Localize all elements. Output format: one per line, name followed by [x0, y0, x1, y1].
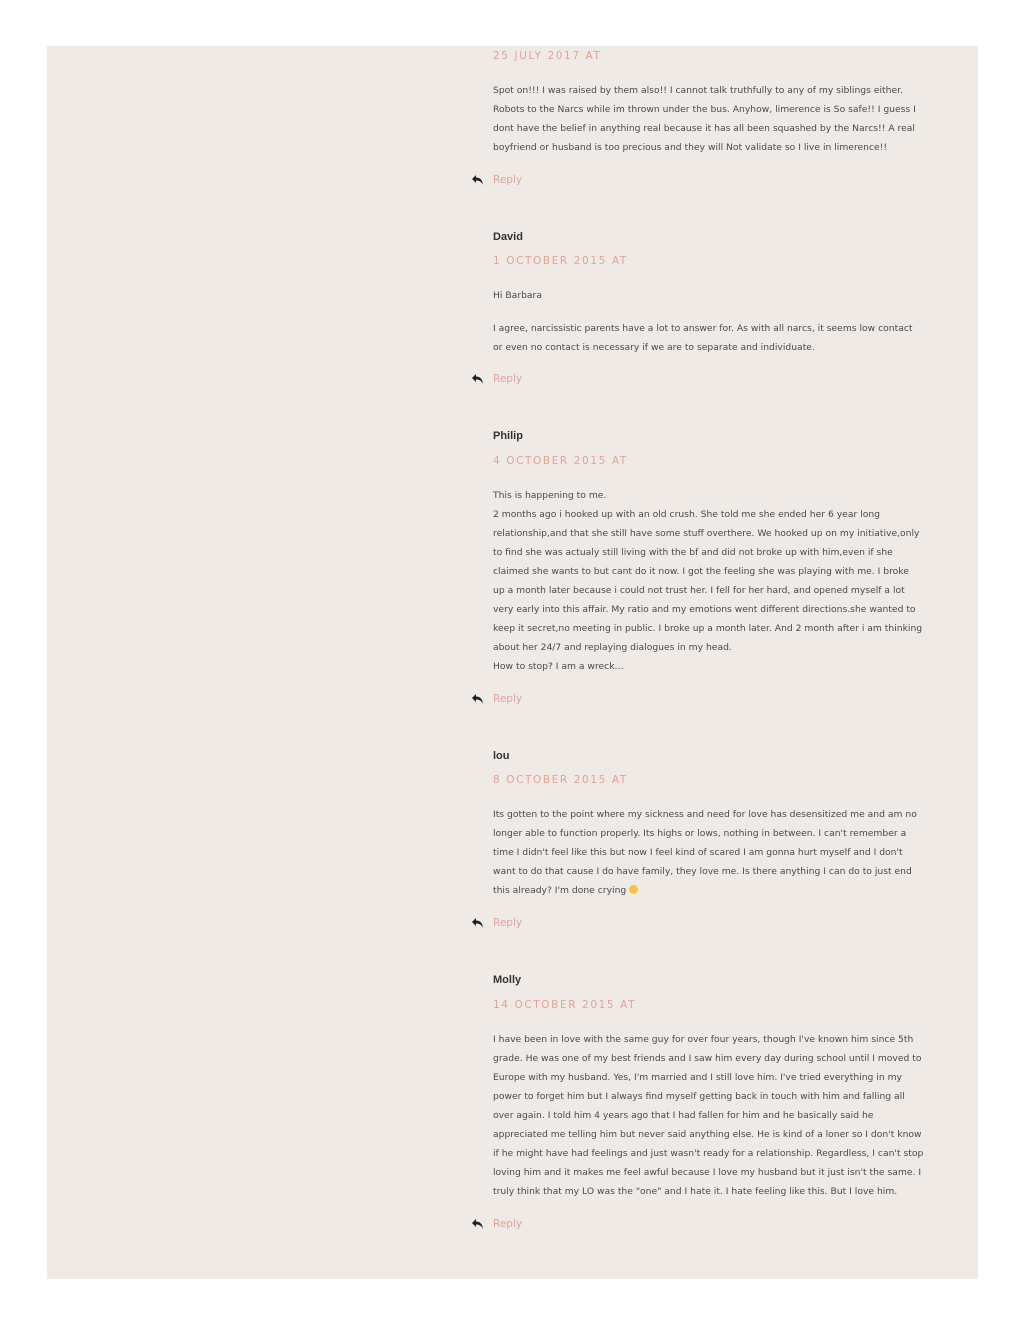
comment-date: 25 JULY 2017 AT [493, 50, 602, 62]
comment-text-line: loving him and it makes me feel awful because I love my husband but it just isn't the same. I [493, 1167, 922, 1178]
comment-text-line: power to forget him but I always find myself getting back in touch with him and falling all [493, 1091, 905, 1102]
comment-date: 14 OCTOBER 2015 AT [493, 999, 637, 1011]
comment-text-line: if he might have had feelings and just wasn't ready for a relationship. Regardless, I can't stop [493, 1148, 924, 1159]
comment-text-line: I agree, narcissistic parents have a lot to answer for. As with all narcs, it seems low contact [493, 323, 913, 334]
comment-text-line: Hi Barbara [493, 290, 542, 301]
comments-panel [47, 46, 978, 1279]
comment-date: 8 OCTOBER 2015 AT [493, 774, 628, 786]
comment-text-line: truly think that my LO was the "one" and I hate it. I hate feeling like this. But I love him. [493, 1186, 898, 1197]
comment-text-line: want to do that cause I do have family, they love me. Is there anything I can do to just end [493, 866, 912, 877]
reply-link[interactable]: Reply [493, 174, 523, 186]
reply-arrow-icon [471, 916, 485, 930]
crying-face-icon [629, 885, 638, 894]
comment-text-line: How to stop? I am a wreck… [493, 661, 624, 672]
reply-link[interactable]: Reply [493, 693, 523, 705]
reply-arrow-icon [471, 173, 485, 187]
comment-text-line: up a month later because i could not trust her. I fell for her hard, and opened myself a lot [493, 585, 905, 596]
comment-text-line: Its gotten to the point where my sickness and need for love has desensitized me and am no [493, 809, 917, 820]
reply-link[interactable]: Reply [493, 917, 523, 929]
comment-author: David [493, 231, 523, 243]
reply-arrow-icon [471, 1217, 485, 1231]
comment-text-line: This is happening to me. [493, 490, 607, 501]
comment-author: Molly [493, 974, 522, 986]
comment-author: lou [493, 750, 510, 762]
reply-button[interactable] [471, 691, 522, 707]
reply-button[interactable] [471, 172, 522, 188]
comment-text-line: grade. He was one of my best friends and I saw him every day during school until I moved to [493, 1053, 922, 1064]
comment-text-line: dont have the belief in anything real because it has all been squashed by the Narcs!! A real [493, 123, 915, 134]
comment-text-line: keep it secret,no meeting in public. I broke up a month later. And 2 month after i am thinking [493, 623, 923, 634]
comment-text-line: I have been in love with the same guy for over four years, though I've known him since 5th [493, 1034, 914, 1045]
comment-text-line: claimed she wants to but cant do it now. I got the feeling she was playing with me. I broke [493, 566, 909, 577]
comment-text: this already? I'm done crying [493, 885, 627, 896]
comment-text-line-with-emoji [493, 885, 913, 897]
comment-author: Philip [493, 430, 523, 442]
comment-text-line: to find she was actualy still living with the bf and did not broke up with him,even if she [493, 547, 893, 558]
reply-arrow-icon [471, 692, 485, 706]
reply-arrow-icon [471, 372, 485, 386]
comment-text-line: over again. I told him 4 years ago that I had fallen for him and he basically said he [493, 1110, 874, 1121]
comment-text-line: boyfriend or husband is too precious and they will Not validate so I live in limerence!! [493, 142, 888, 153]
comment-date: 1 OCTOBER 2015 AT [493, 255, 628, 267]
reply-link[interactable]: Reply [493, 373, 523, 385]
comment-text-line: relationship,and that she still have some stuff overthere. We hooked up on my initiative,only [493, 528, 920, 539]
comment-text-line: Europe with my husband. Yes, I'm married and I still love him. I've tried everything in my [493, 1072, 902, 1083]
comment-text-line: or even no contact is necessary if we are to separate and individuate. [493, 342, 815, 353]
comment-text-line: time I didn't feel like this but now I feel kind of scared I am gonna hurt myself and I don't [493, 847, 903, 858]
reply-button[interactable] [471, 1216, 522, 1232]
comment-text-line: very early into this affair. My ratio and my emotions went different directions.she wanted to [493, 604, 916, 615]
comment-text-line: about her 24/7 and replaying dialogues in my head. [493, 642, 732, 653]
comment-text-line: 2 months ago i hooked up with an old crush. She told me she ended her 6 year long [493, 509, 880, 520]
comment-text-line: Robots to the Narcs while im thrown under the bus. Anyhow, limerence is So safe!! I guess I [493, 104, 916, 115]
reply-link[interactable]: Reply [493, 1218, 523, 1230]
comment-date: 4 OCTOBER 2015 AT [493, 455, 628, 467]
comment-text-line: Spot on!!! I was raised by them also!! I cannot talk truthfully to any of my siblings either. [493, 85, 903, 96]
comment-text-line: appreciated me telling him but never said anything else. He is kind of a loner so I don't know [493, 1129, 922, 1140]
reply-button[interactable] [471, 371, 522, 387]
comment-text-line: longer able to function properly. Its highs or lows, nothing in between. I can't remember a [493, 828, 907, 839]
reply-button[interactable] [471, 915, 522, 931]
